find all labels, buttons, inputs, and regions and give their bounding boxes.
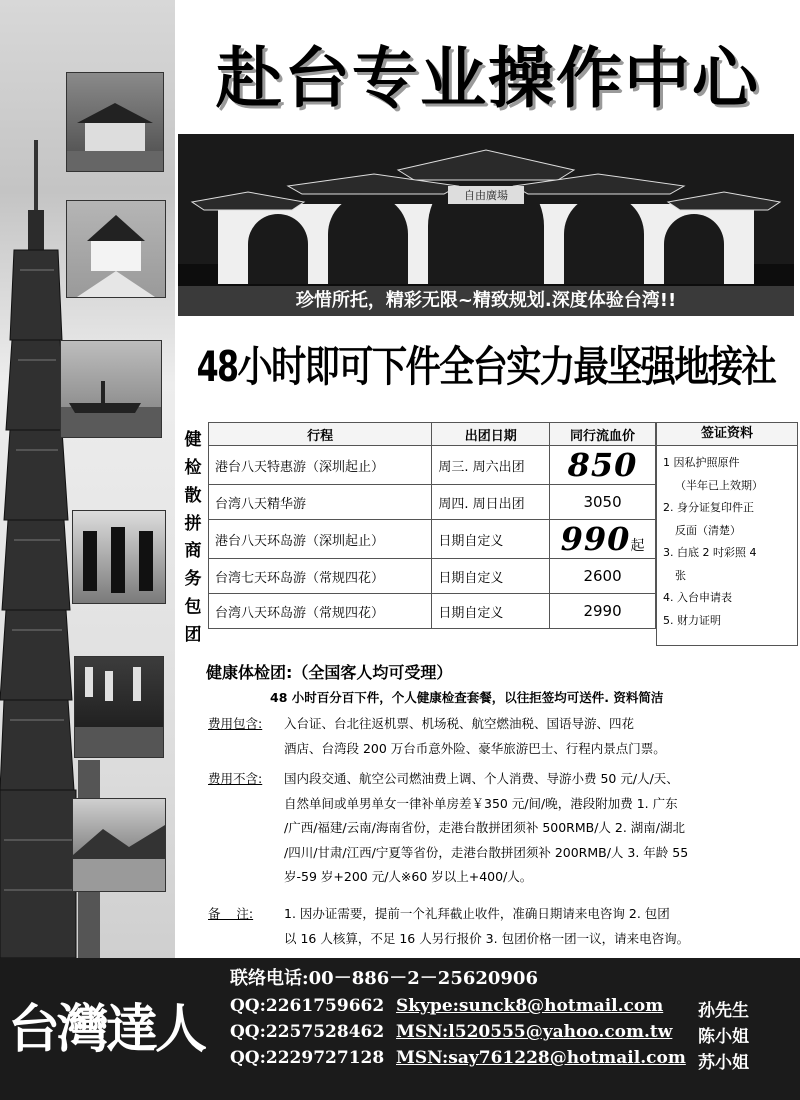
lake-landscape-photo — [72, 798, 166, 892]
price-value: 850 — [567, 446, 638, 484]
hero-caption: 珍惜所托，精彩无限~精致规划.深度体验台湾!! — [178, 286, 794, 316]
price-value: 990 — [560, 520, 631, 558]
side-label-char: 拼 — [184, 513, 202, 534]
brand-logo-text: 台灣達人 — [8, 999, 205, 1060]
price-cell — [550, 520, 656, 559]
side-label-char: 健 — [184, 430, 202, 451]
contact-name: 孙先生 — [698, 1001, 749, 1021]
contact-qq: QQ:2257528462 — [230, 1022, 385, 1042]
memorial-hall-photo — [66, 200, 166, 298]
harbor-ship-photo — [60, 340, 162, 438]
side-label-char: 检 — [184, 458, 202, 479]
visa-item: 5. 财力证明 — [663, 613, 721, 627]
contact-im-link[interactable]: MSN:say761228@hotmail.com — [396, 1048, 686, 1068]
notes-label: 备 注: — [208, 906, 254, 921]
includes-label: 费用包含: — [208, 716, 263, 731]
price-cell: 2600 — [550, 559, 656, 594]
excludes-line: /广西/福建/云南/海南省份，走港台散拼团须补 500RMB/人 2. 湖南/湖北 — [284, 820, 686, 836]
contact-qq: QQ:2261759662 — [230, 996, 385, 1016]
price-cell — [550, 446, 656, 485]
contact-name: 苏小姐 — [698, 1053, 749, 1073]
route-cell: 港台八天特惠游（深圳起止） — [209, 446, 432, 485]
table-row — [209, 485, 656, 520]
column-header: 出团日期 — [432, 423, 550, 446]
excludes-line: 岁-59 岁+200 元/人※60 岁以上+400/人。 — [284, 869, 533, 885]
excludes-line: 自然单间或单男单女一律补单房差￥350 元/间/晚，港段附加费 1. 广东 — [284, 795, 678, 811]
excludes-line: /四川/甘肃/江西/宁夏等省份，走港台散拼团须补 200RMB/人 3. 年龄 55 — [284, 844, 689, 860]
price-cell: 2990 — [550, 594, 656, 629]
contact-im-link[interactable]: MSN:l520555@yahoo.com.tw — [396, 1022, 673, 1042]
contact-qq: QQ:2229727128 — [230, 1048, 385, 1068]
headline: 48小时即可下件全台实力最坚强地接社 — [196, 342, 776, 391]
visa-header: 签证资料 — [657, 423, 797, 446]
excludes-label: 费用不含: — [208, 771, 263, 786]
visa-item: 2. 身分证复印件正 — [663, 501, 754, 514]
column-header: 行程 — [209, 423, 432, 446]
side-label-char: 团 — [184, 624, 202, 645]
tour-price-table — [208, 422, 656, 629]
contact-im-link[interactable]: Skype:sunck8@hotmail.com — [396, 996, 664, 1016]
honor-guard-photo — [72, 510, 166, 604]
table-header-row — [209, 423, 656, 446]
includes-line: 入台证、台北往返机票、机场税、航空燃油税、国语导游、四花 — [284, 716, 635, 731]
visa-item: （半年已上效期） — [675, 478, 763, 492]
excludes-line: 国内段交通、航空公司燃油费上调、个人消费、导游小费 50 元/人/天、 — [284, 771, 679, 786]
notes-line: 以 16 人核算，不足 16 人另行报价 3. 包团价格一团一议，请来电咨询。 — [284, 930, 690, 946]
memorial-gate-photo — [66, 72, 164, 172]
notes-line: 1. 因办证需要，提前一个礼拜截止收件，准确日期请来电咨询 2. 包团 — [284, 906, 670, 921]
includes-line: 酒店、台湾段 200 万台币意外险、豪华旅游巴士、行程内景点门票。 — [284, 740, 666, 756]
visa-item: 3. 白底 2 吋彩照 4 — [663, 546, 757, 559]
route-cell: 台湾七天环岛游（常规四花） — [209, 559, 432, 594]
table-row — [209, 594, 656, 629]
date-cell: 周四. 周日出团 — [432, 485, 550, 520]
table-row — [209, 446, 656, 485]
route-cell: 台湾八天精华游 — [209, 485, 432, 520]
visa-item: 1 因私护照原件 — [663, 456, 740, 469]
visa-item: 4. 入台申请表 — [663, 591, 732, 604]
notes-text — [284, 902, 689, 951]
side-label-char: 散 — [184, 485, 202, 506]
night-market-photo — [74, 656, 164, 758]
date-cell: 日期自定义 — [432, 594, 550, 629]
contact-phone: 联络电话:00－886－2－25620906 — [230, 968, 538, 989]
visa-documents-box — [656, 422, 798, 646]
visa-item: 反面（清楚） — [675, 523, 741, 537]
side-label-char: 商 — [184, 541, 202, 562]
side-label-char: 包 — [184, 596, 202, 617]
excludes-text — [284, 767, 688, 890]
hero-sign: 自由廣場 — [464, 189, 508, 202]
side-label-char: 务 — [184, 569, 202, 590]
price-suffix: 起 — [630, 538, 645, 554]
tour-type-vertical-label — [178, 424, 208, 646]
visa-item: 张 — [675, 568, 686, 582]
route-cell: 台湾八天环岛游（常规四花） — [209, 594, 432, 629]
table-row — [209, 520, 656, 559]
table-row — [209, 559, 656, 594]
health-section-subtitle: 48 小时百分百下件，个人健康检查套餐，以往拒签均可送件. 资料简洁 — [270, 690, 664, 705]
date-cell: 日期自定义 — [432, 559, 550, 594]
price-cell: 3050 — [550, 485, 656, 520]
column-header: 同行流血价 — [550, 423, 656, 446]
route-cell: 港台八天环岛游（深圳起止） — [209, 520, 432, 559]
date-cell: 日期自定义 — [432, 520, 550, 559]
contact-name: 陈小姐 — [698, 1027, 749, 1047]
health-section-title: 健康体检团:（全国客人均可受理） — [206, 663, 453, 682]
includes-text — [284, 712, 666, 761]
date-cell: 周三. 周六出团 — [432, 446, 550, 485]
page-title: 赴台专业操作中心 — [216, 39, 760, 117]
